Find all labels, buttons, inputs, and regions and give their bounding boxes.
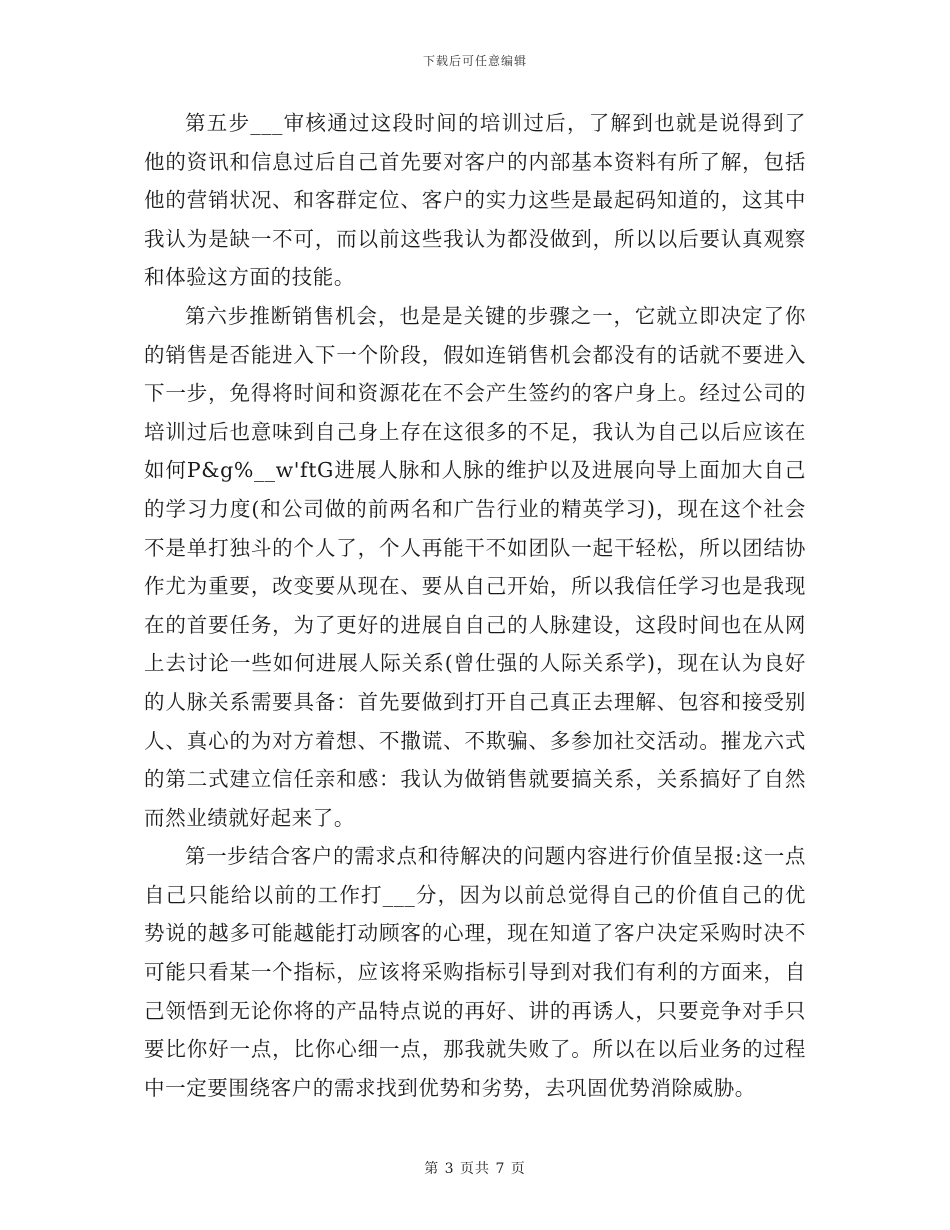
page-header: 下载后可任意编辑 [422,54,527,68]
page-footer: 第 3 页共 7 页 [424,1161,526,1177]
paragraph-step-five: 第五步___审核通过这段时间的培训过后，了解到也就是说得到了他的资讯和信息过后自己首先要对客户的内部基本资料有所了解，包括他的营销状况、和客群定位、客户的实力这些是最起码知道的，这其中我认为是缺一不可，而以前这些我认为都没做到，所以以后要认真观察和体验这方面的技能。 [144,111,806,290]
paragraph-step-six: 第六步推断销售机会，也是是关键的步骤之一，它就立即决定了你的销售是否能进入下一个阶段，假如连销售机会都没有的话就不要进入下一步，免得将时间和资源花在不会产生签约的客户身上。经过公司的培训过后也意味到自己身上存在这很多的不足，我认为自己以后应该在如何P&g%__w'ftG进展人脉和人脉的维护以及进展向导上面加大自己的学习力度(和公司做的前两名和广告行业的精英学习)，现在这个社会不是单打独斗的个人了，个人再能干不如团队一起干轻松，所以团结协作尤为重要，改变要从现在、要从自己开始，所以我信任学习也是我现在的首要任务，为了更好的进展自自己的人脉建设，这段时间也在从网上去讨论一些如何进展人际关系(曾仕强的人际关系学)，现在认为良好的人脉关系需要具备：首先要做到打开自己真正去理解、包容和接受别人、真心的为对方着想、不撒谎、不欺骗、多参加社交活动。摧龙六式的第二式建立信任亲和感：我认为做销售就要搞关系，关系搞好了自然而然业绩就好起来了。 [144,303,806,830]
paragraph-step-one: 第一步结合客户的需求点和待解决的问题内容进行价值呈报:这一点自己只能给以前的工作打___分，因为以前总觉得自己的价值自己的优势说的越多可能越能打动顾客的心理，现在知道了客户决定采购时决不可能只看某一个指标，应该将采购指标引导到对我们有利的方面来，自己领悟到无论你将的产品特点说的再好、讲的再诱人，只要竞争对手只要比你好一点，比你心细一点，那我就失败了。所以在以后业务的过程中一定要围绕客户的需求找到优势和劣势，去巩固优势消除威胁。 [144,844,806,1100]
document-body [144,104,806,1107]
